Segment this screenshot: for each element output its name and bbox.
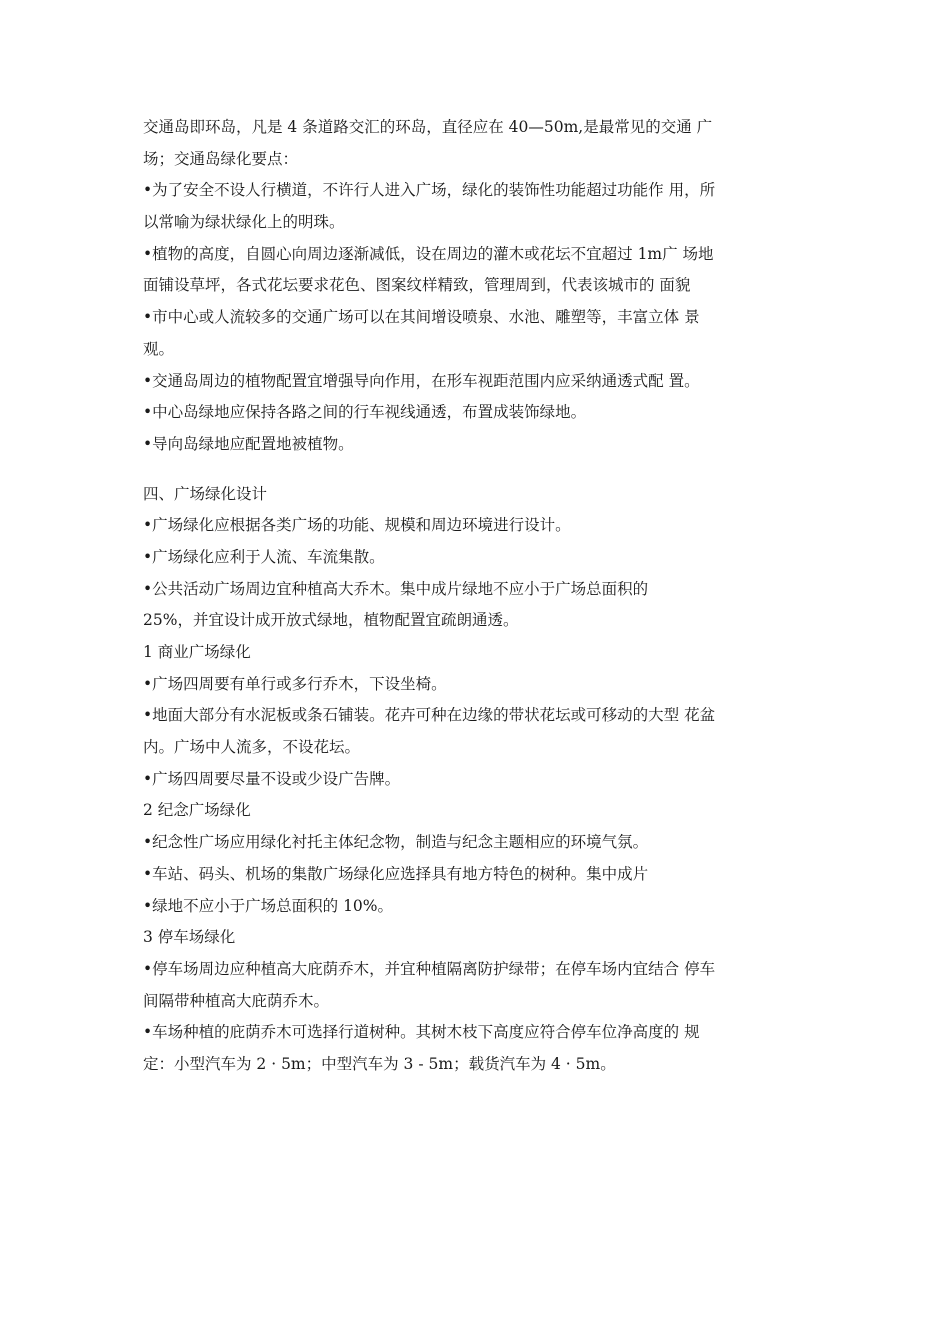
bullet-line: 观。 xyxy=(143,339,175,358)
section-heading: 四、广场绿化设计 xyxy=(143,484,268,503)
subsection-heading: 3 停车场绿化 xyxy=(143,928,236,947)
bullet-line: •纪念性广场应用绿化衬托主体纪念物，制造与纪念主题相应的环境气氛。 xyxy=(143,833,649,852)
bullet-line: •停车场周边应种植高大庇荫乔木，并宜种植隔离防护绿带；在停车场内宜结合 停车 xyxy=(143,959,716,978)
bullet-line: •车场种植的庇荫乔木可选择行道树种。其树木枝下高度应符合停车位净高度的 规 xyxy=(143,1023,700,1042)
bullet-line: •公共活动广场周边宜种植高大乔木。集中成片绿地不应小于广场总面积的 xyxy=(143,579,649,598)
bullet-line: •市中心或人流较多的交通广场可以在其间增设喷泉、水池、雕塑等，丰富立体 景 xyxy=(143,308,700,327)
bullet-line: •地面大部分有水泥板或条石铺装。花卉可种在边缘的带状花坛或可移动的大型 花盆 xyxy=(143,706,716,725)
bullet-line: •广场四周要尽量不设或少设广告牌。 xyxy=(143,769,401,788)
traffic-island-section xyxy=(143,112,817,461)
bullet-line: 内。广场中人流多，不设花坛。 xyxy=(143,738,361,757)
bullet-line: •车站、码头、机场的集散广场绿化应选择具有地方特色的树种。集中成片 xyxy=(143,864,649,883)
bullet-line: •植物的高度，自圆心向周边逐渐减低，设在周边的灌木或花坛不宜超过 1m广 场地 xyxy=(143,244,714,263)
bullet-line: 25%，并宜设计成开放式绿地，植物配置宜疏朗通透。 xyxy=(143,611,519,630)
bullet-line: •广场绿化应利于人流、车流集散。 xyxy=(143,547,385,566)
bullet-line: •为了安全不设人行横道，不许行人进入广场，绿化的装饰性功能超过功能作 用，所 xyxy=(143,181,716,200)
bullet-line: 间隔带种植高大庇荫乔木。 xyxy=(143,991,330,1010)
paragraph-line: 交通岛即环岛，凡是 4 条道路交汇的环岛，直径应在 40—50m,是最常见的交通 广 xyxy=(143,118,713,136)
bullet-line: •中心岛绿地应保持各路之间的行车视线通透，布置成装饰绿地。 xyxy=(143,403,587,422)
bullet-line: 面铺设草坪，各式花坛要求花色、图案纹样精致，管理周到，代表该城市的 面貌 xyxy=(143,276,691,295)
bullet-line: •绿地不应小于广场总面积的 10%。 xyxy=(143,896,394,915)
bullet-line: 以常喻为绿状绿化上的明珠。 xyxy=(143,213,345,232)
subsection-heading: 1 商业广场绿化 xyxy=(143,643,251,661)
bullet-line: 定：小型汽车为 2 · 5m；中型汽车为 3 - 5m；载货汽车为 4 · 5m。 xyxy=(143,1054,616,1073)
bullet-line: •交通岛周边的植物配置宜增强导向作用，在形车视距范围内应采纳通透式配 置。 xyxy=(143,371,700,390)
bullet-line: •广场绿化应根据各类广场的功能、规模和周边环境进行设计。 xyxy=(143,516,571,535)
bullet-line: •导向岛绿地应配置地被植物。 xyxy=(143,434,354,453)
document-body xyxy=(143,112,817,1081)
square-greening-section xyxy=(143,479,817,1081)
section-gap xyxy=(143,461,817,479)
paragraph-line: 场；交通岛绿化要点： xyxy=(143,149,299,168)
subsection-heading: 2 纪念广场绿化 xyxy=(143,801,251,820)
bullet-line: •广场四周要有单行或多行乔木，下设坐椅。 xyxy=(143,674,447,693)
